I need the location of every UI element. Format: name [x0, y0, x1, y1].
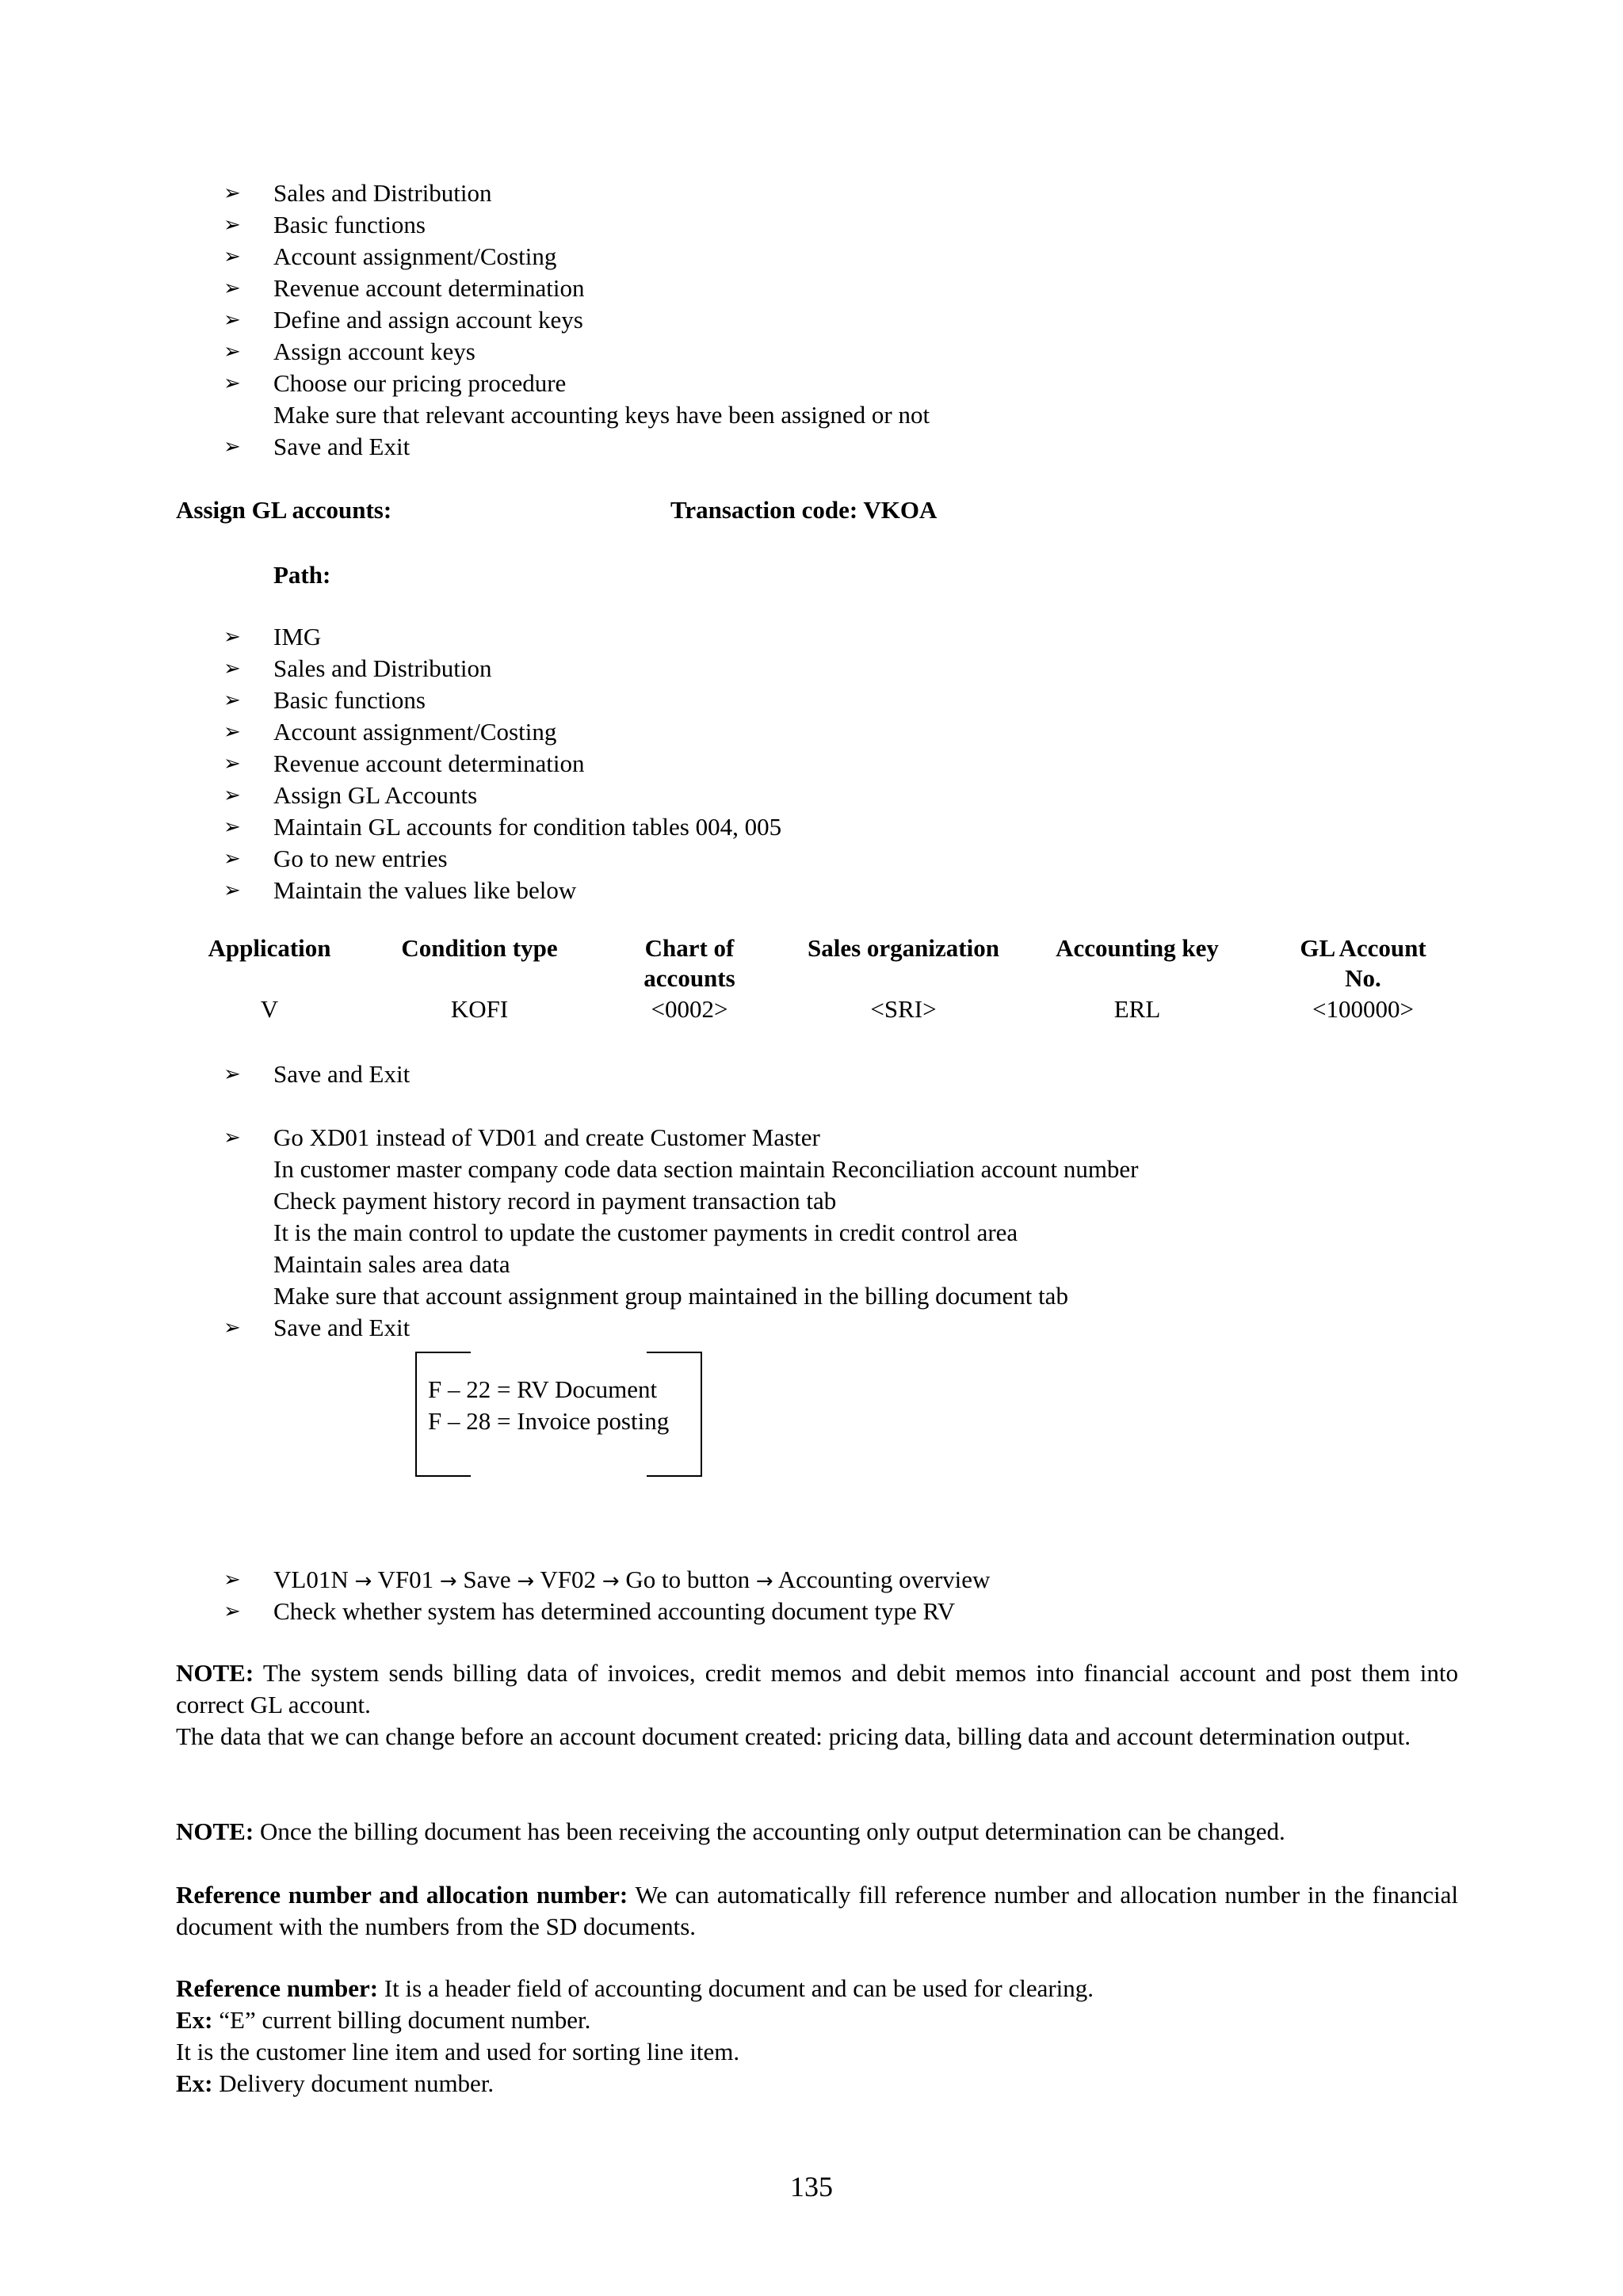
list-note-text: It is the main control to update the customer payments in credit control area: [273, 1219, 1018, 1246]
bullet-arrow-icon: ➢: [223, 657, 241, 681]
reference-number-line: [176, 1973, 1094, 2004]
note-text: The system sends billing data of invoices, credit memos and debit memos into financial account and post them into correct GL account.: [176, 1659, 1458, 1718]
bullet-arrow-icon: ➢: [223, 372, 241, 395]
list-item-text: Define and assign account keys: [273, 306, 583, 334]
note-paragraph-1b: [176, 1721, 1458, 1753]
note-label: NOTE:: [176, 1817, 254, 1845]
box-bottom-right: [647, 1475, 702, 1477]
header-line: accounts: [643, 964, 735, 992]
list-note-text: Make sure that account assignment group maintained in the billing document tab: [273, 1282, 1068, 1310]
example-text: “E” current billing document number.: [212, 2006, 591, 2034]
bullet-arrow-icon: ➢: [223, 1126, 241, 1150]
right-arrow-icon: →: [755, 1569, 773, 1593]
bullet-arrow-icon: ➢: [223, 815, 241, 839]
flow-steps: [273, 1564, 990, 1597]
flow-step: VF02: [540, 1566, 597, 1593]
example-line-2: [176, 2068, 494, 2100]
table-header-condition-type: Condition type: [401, 934, 558, 962]
bullet-arrow-icon: ➢: [223, 784, 241, 807]
bullet-arrow-icon: ➢: [223, 308, 241, 332]
list-note-text: In customer master company code data section maintain Reconciliation account number: [273, 1155, 1139, 1183]
path-label: Path:: [273, 561, 331, 589]
box-right-edge: [701, 1352, 702, 1477]
bullet-arrow-icon: ➢: [223, 879, 241, 902]
flow-step: Save: [463, 1566, 511, 1593]
list-item-text: Basic functions: [273, 211, 426, 238]
list-item-text: Assign account keys: [273, 338, 475, 365]
right-arrow-icon: →: [601, 1569, 620, 1593]
bullet-arrow-icon: ➢: [223, 688, 241, 712]
header-line: GL Account: [1300, 934, 1426, 962]
flow-step: Go to button: [625, 1566, 750, 1593]
note-paragraph-1: [176, 1657, 1458, 1721]
list-item-text: Go to new entries: [273, 845, 448, 872]
box-left-edge: [415, 1352, 417, 1477]
list-note-text: Check payment history record in payment transaction tab: [273, 1187, 837, 1215]
list-item-text: Go XD01 instead of VD01 and create Customer Master: [273, 1123, 820, 1151]
list-item-text: Account assignment/Costing: [273, 718, 557, 746]
note-text: Once the billing document has been receiving the accounting only output determination can be changed.: [254, 1817, 1285, 1845]
bullet-arrow-icon: ➢: [223, 1568, 241, 1592]
table-cell-chart-of-accounts: <0002>: [651, 995, 728, 1023]
term-text: It is a header field of accounting document and can be used for clearing.: [378, 1974, 1094, 2002]
example-line-1: [176, 2004, 590, 2036]
example-label: Ex:: [176, 2069, 213, 2097]
box-top-left: [415, 1352, 471, 1353]
table-header-chart-of-accounts: [594, 933, 785, 994]
note-paragraph-2: [176, 1816, 1458, 1848]
bullet-arrow-icon: ➢: [223, 277, 241, 300]
flow-step: Accounting overview: [777, 1566, 991, 1593]
table-header-gl-account-no: [1252, 933, 1474, 994]
bullet-arrow-icon: ➢: [223, 435, 241, 459]
list-item-text: Save and Exit: [273, 1060, 411, 1088]
box-line-rv-document: F – 22 = RV Document: [428, 1375, 658, 1403]
bullet-arrow-icon: ➢: [223, 1316, 241, 1340]
list-item-text: Account assignment/Costing: [273, 242, 557, 270]
bullet-arrow-icon: ➢: [223, 752, 241, 776]
flow-step: VL01N: [273, 1566, 349, 1593]
list-item-text: Revenue account determination: [273, 749, 585, 777]
note-text: The data that we can change before an account document created: pricing data, billing data and account determination output.: [176, 1722, 1411, 1750]
list-item-text: Choose our pricing procedure: [273, 369, 567, 397]
box-bottom-left: [415, 1475, 471, 1477]
page-number: 135: [790, 2171, 833, 2203]
table-cell-application: V: [260, 995, 279, 1023]
table-cell-sales-organization: <SRI>: [870, 995, 937, 1023]
list-note-text: Make sure that relevant accounting keys have been assigned or not: [273, 401, 930, 429]
right-arrow-icon: →: [439, 1569, 457, 1593]
table-header-sales-organization: Sales organization: [808, 934, 999, 962]
list-item-text: Sales and Distribution: [273, 654, 492, 682]
table-header-application: Application: [208, 934, 331, 962]
customer-line-item-line: It is the customer line item and used for sorting line item.: [176, 2038, 740, 2065]
example-text: Delivery document number.: [212, 2069, 495, 2097]
list-item-text: Maintain GL accounts for condition tables 004, 005: [273, 813, 782, 841]
list-item-text: Sales and Distribution: [273, 179, 492, 207]
header-line: No.: [1345, 964, 1381, 992]
table-header-accounting-key: Accounting key: [1056, 934, 1219, 962]
bullet-arrow-icon: ➢: [223, 1600, 241, 1623]
list-item-text: IMG: [273, 623, 322, 650]
note-label: NOTE:: [176, 1659, 254, 1687]
box-top-right: [647, 1352, 702, 1353]
list-item-text: Save and Exit: [273, 433, 411, 460]
list-item-text: Save and Exit: [273, 1314, 411, 1341]
list-item-text: Check whether system has determined accounting document type RV: [273, 1597, 956, 1625]
term-label: Reference number:: [176, 1974, 379, 2002]
bullet-arrow-icon: ➢: [223, 847, 241, 871]
bullet-arrow-icon: ➢: [223, 340, 241, 364]
bullet-arrow-icon: ➢: [223, 213, 241, 237]
bullet-arrow-icon: ➢: [223, 1062, 241, 1086]
table-cell-gl-account-no: <100000>: [1312, 995, 1414, 1023]
right-arrow-icon: →: [354, 1569, 372, 1593]
table-cell-condition-type: KOFI: [450, 995, 509, 1023]
bullet-arrow-icon: ➢: [223, 245, 241, 269]
transaction-codes-box: [415, 1352, 702, 1477]
list-item-text: Maintain the values like below: [273, 876, 577, 904]
bullet-arrow-icon: ➢: [223, 625, 241, 649]
bullet-arrow-icon: ➢: [223, 181, 241, 205]
list-item-text: Basic functions: [273, 686, 426, 714]
list-item-text: Assign GL Accounts: [273, 781, 478, 809]
reference-allocation-paragraph: [176, 1879, 1458, 1943]
example-label: Ex:: [176, 2006, 213, 2034]
right-arrow-icon: →: [517, 1569, 535, 1593]
box-line-invoice-posting: F – 28 = Invoice posting: [428, 1407, 670, 1435]
section-heading-left: Assign GL accounts:: [176, 496, 392, 524]
bullet-arrow-icon: ➢: [223, 720, 241, 744]
term-label: Reference number and allocation number:: [176, 1881, 628, 1909]
table-cell-accounting-key: ERL: [1113, 995, 1161, 1023]
header-line: Chart of: [644, 934, 735, 962]
term-text: We can automatically fill reference number and allocation number in the financial document with the numbers from the SD documents.: [176, 1881, 1458, 1940]
section-heading-right: Transaction code: VKOA: [670, 496, 938, 524]
list-note-text: Maintain sales area data: [273, 1250, 510, 1278]
flow-step: VF01: [377, 1566, 434, 1593]
list-item-text: Revenue account determination: [273, 274, 585, 302]
